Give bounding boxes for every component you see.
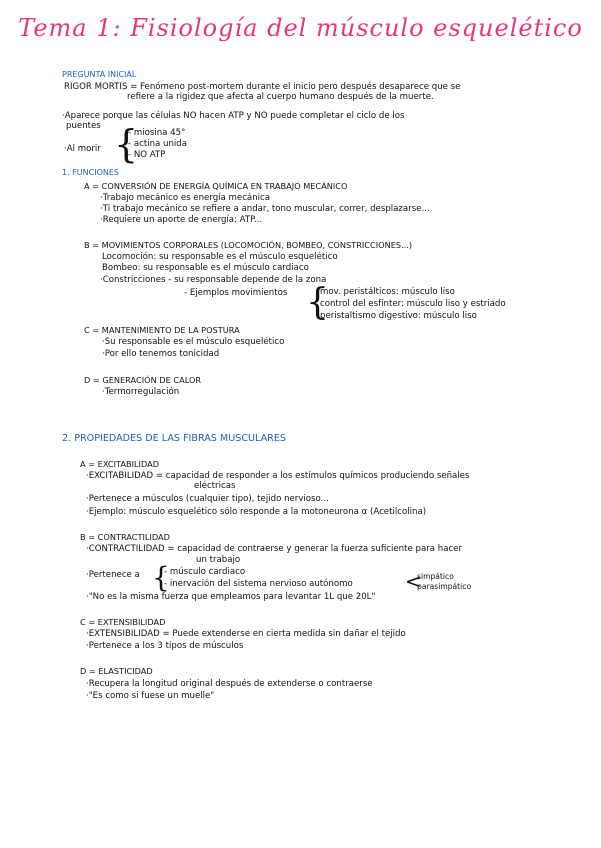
curly-brace: { (114, 122, 139, 166)
list-item: - miosina 45° (128, 128, 186, 138)
subheading-d: D = ELASTICIDAD (80, 666, 153, 676)
list-item: - actina unida (128, 139, 188, 149)
excitabilidad-line-1: ·EXCITABILIDAD = capacidad de responder a los estímulos químicos produciendo señales (86, 471, 470, 481)
aparece-line-2: puentes (66, 121, 101, 131)
subheading-d: D = GENERACIÓN DE CALOR (84, 375, 202, 385)
section-heading-funciones: 1. FUNCIONES (62, 168, 119, 177)
ejemplos-label: - Ejemplos movimientos (184, 288, 288, 298)
list-item: Locomoción: su responsable es el músculo esquelético (102, 252, 338, 262)
subheading-a: A = CONVERSIÓN DE ENERGÍA QUÍMICA EN TRABAJO MECÁNICO (84, 181, 348, 191)
list-item: Bombeo: su responsable es el músculo cardiaco (102, 263, 309, 273)
list-item: ·EXTENSIBILIDAD = Puede extenderse en cierta medida sin dañar el tejido (86, 629, 406, 639)
list-item: ·Pertenece a músculos (cualquier tipo), tejido nervioso... (86, 494, 329, 504)
subheading-c: C = EXTENSIBILIDAD (80, 617, 166, 627)
list-item: - músculo cardiaco (164, 567, 246, 577)
list-item: ·Ti trabajo mecánico se refiere a andar, tono muscular, correr, desplazarse... (100, 204, 430, 214)
subheading-b: B = CONTRACTILIDAD (80, 532, 170, 542)
list-item: peristaltismo digestivo: músculo liso (320, 311, 477, 321)
list-item: ·Ejemplo: músculo esquelético sólo responde a la motoneurona α (Acetilcolina) (86, 507, 427, 517)
al-morir-label: ·Al morir (64, 144, 101, 154)
pertenece-label: ·Pertenece a (86, 570, 140, 580)
quote: ·"No es la misma fuerza que empleamos para levantar 1L que 20L" (86, 592, 376, 602)
subheading-c: C = MANTENIMIENTO DE LA POSTURA (84, 325, 240, 335)
section-heading-propiedades: 2. PROPIEDADES DE LAS FIBRAS MUSCULARES (62, 433, 286, 444)
list-item: parasimpático (417, 582, 472, 591)
list-item: ·Constricciones - su responsable depende de la zona (100, 275, 327, 285)
aparece-line-1: ·Aparece porque las células NO hacen ATP y NO puede completar el ciclo de los (62, 111, 405, 121)
list-item: ·Pertenece a los 3 tipos de músculos (86, 641, 244, 651)
rigor-line-2: refiere a la rigidez que afecta al cuerpo humano después de la muerte. (127, 92, 434, 102)
list-item: ·Su responsable es el músculo esquelético (102, 337, 285, 347)
list-item: ·"Es como si fuese un muelle" (86, 691, 215, 701)
curly-brace: { (306, 282, 329, 323)
list-item: control del esfínter: músculo liso y estriado (320, 299, 506, 309)
page-title: Tema 1: Fisiología del músculo esquelético (18, 14, 583, 42)
rigor-line-1: RIGOR MORTIS = Fenómeno post-mortem durante el inicio pero después desaparece que se (64, 82, 461, 92)
list-item: ·Requiere un aporte de energía: ATP... (100, 215, 263, 225)
section-heading-pregunta: PREGUNTA INICIAL (62, 70, 137, 79)
contractilidad-line-2: un trabajo (196, 555, 241, 565)
list-item: mov. peristálticos: músculo liso (320, 287, 455, 297)
list-item: ·Por ello tenemos tonicidad (102, 349, 220, 359)
contractilidad-line-1: ·CONTRACTILIDAD = capacidad de contraerse y generar la fuerza suficiente para hacer (86, 544, 463, 554)
list-item: ·Trabajo mecánico es energía mecánica (100, 193, 271, 203)
list-item: simpático (417, 572, 454, 581)
angle-bracket: < (405, 569, 422, 593)
subheading-b: B = MOVIMIENTOS CORPORALES (LOCOMOCIÓN, BOMBEO, CONSTRICCIONES...) (84, 240, 413, 250)
subheading-a: A = EXCITABILIDAD (80, 459, 160, 469)
excitabilidad-line-2: eléctricas (194, 481, 236, 491)
list-item: ·Termorregulación (102, 387, 180, 397)
curly-brace: { (152, 561, 170, 594)
list-item: - inervación del sistema nervioso autónomo (164, 579, 353, 589)
list-item: ·Recupera la longitud original después de extenderse o contraerse (86, 679, 373, 689)
list-item: - NO ATP (128, 150, 166, 160)
